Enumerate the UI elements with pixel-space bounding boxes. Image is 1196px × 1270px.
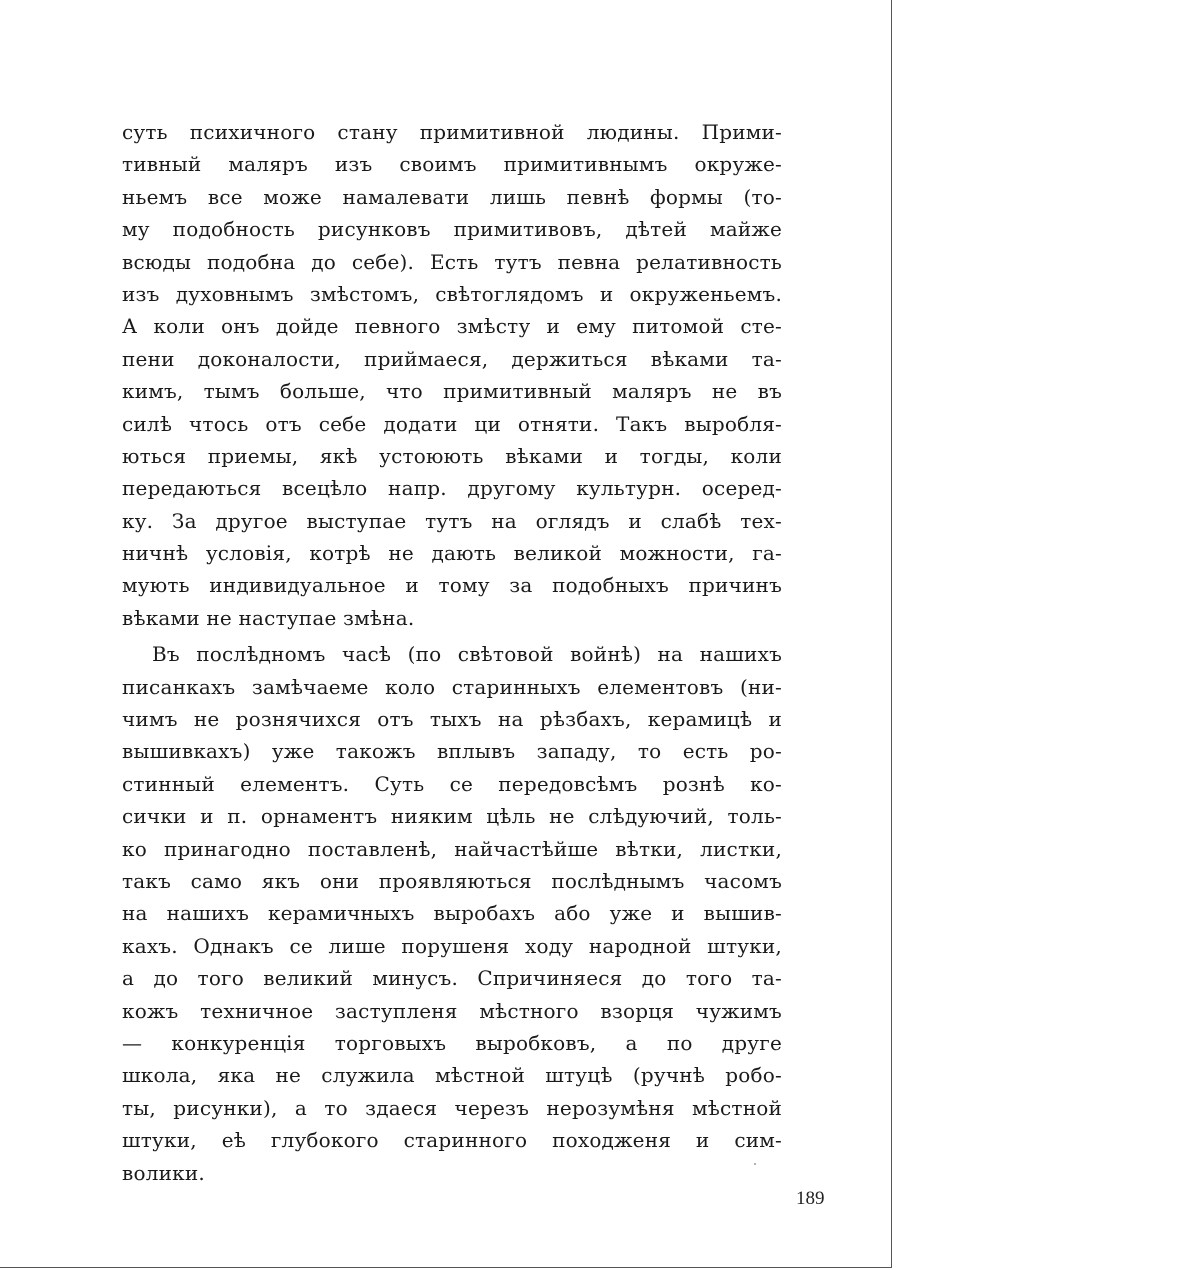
- text-line: тивный маляръ изъ своимъ примитивнымъ окруже-: [122, 152, 782, 177]
- text-line: вѣками не наступае змѣна.: [122, 605, 415, 630]
- paragraph-2: [122, 638, 782, 1189]
- text-line: суть психичного стану примитивной людины. Прими-: [122, 120, 782, 144]
- text-line: Въ послѣдномъ часѣ (по свѣтовой войнѣ) на нашихъ: [152, 642, 782, 667]
- text-line: всюды подобна до себе). Есть тутъ певна релативность: [122, 249, 782, 274]
- text-line: кожъ техничное заступленя мѣстного взорця чужимъ: [122, 998, 782, 1023]
- text-line: волики.: [122, 1160, 205, 1185]
- text-line: на нашихъ керамичныхъ выробахъ або уже и вышив-: [122, 901, 782, 926]
- text-line: такъ само якъ они проявляються послѣднымъ часомъ: [122, 868, 782, 893]
- text-line: стинный елементъ. Суть се передовсѣмъ рознѣ ко-: [122, 771, 782, 796]
- text-line: кахъ. Однакъ се лише порушеня ходу народной штуки,: [122, 933, 782, 958]
- text-line: писанкахъ замѣчаеме коло старинныхъ елементовъ (ни-: [122, 674, 782, 699]
- text-line: А коли онъ дойде певного змѣсту и ему питомой сте-: [122, 314, 782, 339]
- text-line: передаються всецѣло напр. другому культурн. осеред-: [122, 476, 782, 501]
- text-line: ничнѣ условія, котрѣ не дають великой можности, га-: [122, 541, 782, 566]
- scan-speck: [754, 1163, 756, 1165]
- text-line: му подобность рисунковъ примитивовъ, дѣтей майже: [122, 217, 782, 242]
- text-line: силѣ чтось отъ себе додати ци отняти. Такъ выробля-: [122, 411, 782, 436]
- text-line: ты, рисунки), а то здаеся черезъ нерозумѣня мѣстной: [122, 1095, 782, 1120]
- page-number: 189: [796, 1188, 825, 1209]
- text-line: изъ духовнымъ змѣстомъ, свѣтоглядомъ и окруженьемъ.: [122, 281, 782, 306]
- text-line: сички и п. орнаментъ нияким цѣль не слѣдуючий, толь-: [122, 804, 782, 829]
- body-text: [122, 116, 782, 1189]
- text-line: вышивкахъ) уже такожъ вплывъ западу, то есть ро-: [122, 739, 782, 764]
- paragraph-1: [122, 116, 782, 634]
- text-line: чимъ не рознячихся отъ тыхъ на рѣзбахъ, керамицѣ и: [122, 707, 782, 732]
- text-line: пени доконалости, приймаеся, держиться вѣками та-: [122, 346, 782, 371]
- text-line: — конкуренція торговыхъ выробковъ, а по друге: [122, 1030, 782, 1055]
- text-line: мують индивидуальное и тому за подобныхъ причинъ: [122, 573, 782, 598]
- text-line: кимъ, тымъ больше, что примитивный маляръ не въ: [122, 379, 782, 404]
- text-line: ко принагодно поставленѣ, найчастѣйше вѣтки, листки,: [122, 836, 782, 861]
- text-line: ку. За другое выступае тутъ на оглядъ и слабѣ тех-: [122, 508, 782, 533]
- text-line: штуки, еѣ глубокого старинного походженя и сим-: [122, 1128, 782, 1153]
- text-line: ються приемы, якѣ устоюють вѣками и тогды, коли: [122, 443, 782, 468]
- text-line: школа, яка не служила мѣстной штуцѣ (ручнѣ робо-: [122, 1063, 782, 1088]
- text-line: ньемъ все може намалевати лишь певнѣ формы (то-: [122, 184, 782, 209]
- text-line: а до того великий минусъ. Спричиняеся до того та-: [122, 966, 782, 991]
